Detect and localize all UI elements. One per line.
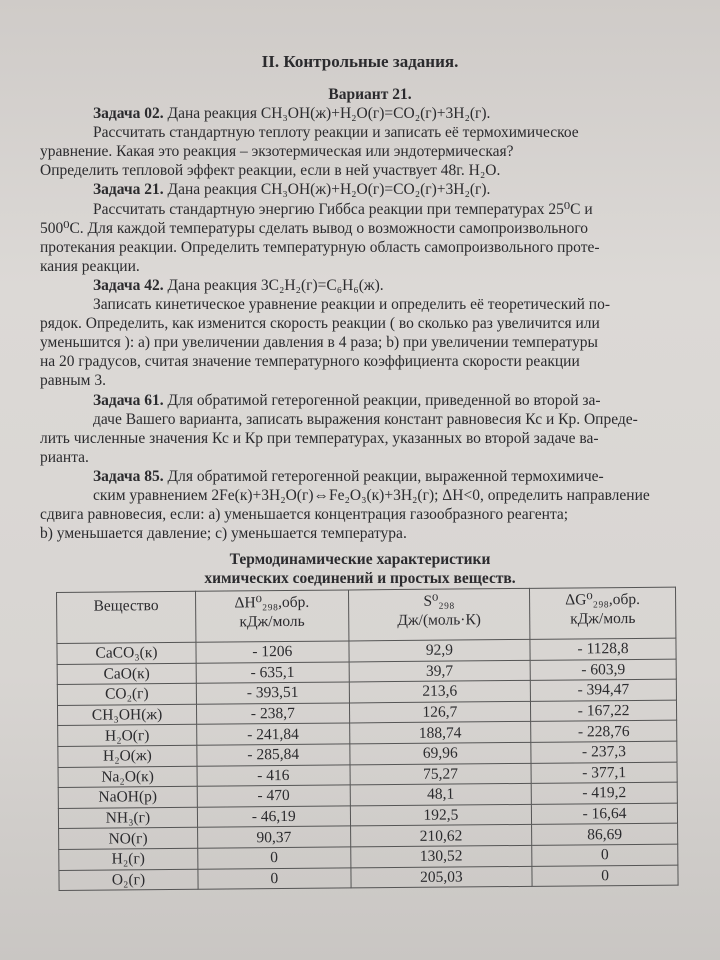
value-cell: - 470 [197, 785, 350, 807]
task-text-line [93, 410, 638, 429]
task-text: на 20 градусов, считая значение температурного коэффициента скорости реакции [40, 353, 580, 371]
substance-cell: NaOH(р) [58, 786, 197, 808]
task-text-line [40, 238, 600, 257]
task-text-line [40, 524, 407, 543]
task-text: ским уравнением 2Fe(к)+3H₂O(г)⇔Fe₂O₃(к)+3H₂(г); ΔH<0, определить направление [93, 487, 650, 504]
value-cell: - 285,84 [197, 744, 350, 766]
column-header-symbol: S⁰₂₉₈ [423, 592, 455, 610]
task-text: кания реакции. [40, 257, 140, 275]
value-cell: 210,62 [350, 825, 532, 847]
task-text-line [93, 486, 650, 505]
task-text-line [40, 314, 600, 333]
task-heading-line [93, 276, 384, 295]
substance-cell: O₂(г) [59, 869, 198, 891]
task-text-line [40, 429, 599, 448]
task-text: Определить тепловой эффект реакции, если в ней участвует 48г. H₂O. [40, 162, 501, 180]
value-cell: - 46,19 [197, 806, 350, 828]
task-text-line [40, 333, 598, 352]
task-text-line [93, 295, 610, 314]
column-header [195, 590, 348, 642]
substance-cell: CO₂(г) [57, 683, 196, 705]
task-text: сдвига равновесия, если: а) уменьшается концентрация газообразного реагента; [40, 506, 569, 524]
task-heading-line [93, 180, 490, 199]
task-text: уменьшится ): а) при увеличении давления в 4 раза; b) при увеличении температуры [40, 334, 598, 352]
value-cell: - 416 [197, 765, 350, 787]
task-label: Задача 21. [93, 181, 164, 199]
substance-cell: CaO(к) [57, 663, 196, 685]
task-text: уравнение. Какая это реакция – экзотермическая или эндотермическая? [40, 143, 514, 161]
value-cell: - 394,47 [530, 679, 676, 701]
task-heading-line [93, 104, 490, 123]
task-text: Рассчитать стандартную энергию Гиббса реакции при температурах 25⁰С и [93, 200, 593, 218]
task-text: Рассчитать стандартную теплоту реакции и записать её термохимическое [93, 124, 579, 142]
value-cell: 0 [532, 865, 678, 887]
value-cell: - 635,1 [196, 662, 349, 684]
task-label: Задача 02. [93, 105, 164, 122]
value-cell: 86,69 [532, 823, 678, 845]
task-text-line [40, 448, 89, 467]
task-text: рианта. [40, 448, 89, 466]
task-text-line [40, 257, 140, 276]
value-cell: 39,7 [349, 660, 531, 682]
value-cell: - 1206 [196, 641, 349, 663]
task-text-line [40, 161, 500, 180]
task-label: Задача 61. [93, 391, 164, 409]
task-text-line [93, 123, 579, 142]
task-text: Записать кинетическое уравнение реакции и определить её теоретический по- [93, 296, 610, 313]
task-text: Дана реакция CH₃OH(ж)+H₂O(г)=CO₂(г)+3H₂(г). [163, 181, 491, 199]
task-text: b) уменьшается давление; с) уменьшается температура. [40, 525, 407, 543]
thermodynamic-table [56, 587, 679, 892]
task-text: лить численные значения Кс и Кр при температурах, указанных во второй задаче ва- [40, 429, 599, 447]
substance-cell: H₂O(г) [58, 725, 197, 747]
task-text-line [40, 142, 514, 161]
substance-cell: NH₃(г) [58, 807, 197, 829]
substance-cell: Na₂O(к) [58, 766, 197, 788]
column-header [348, 588, 530, 641]
value-cell: 205,03 [351, 866, 533, 888]
task-text: равным 3. [40, 372, 106, 390]
value-cell: - 238,7 [196, 703, 349, 725]
value-cell: - 237,3 [531, 741, 677, 763]
variant-heading: Вариант 21. [328, 86, 412, 103]
value-cell: 69,96 [349, 742, 531, 764]
value-cell: - 377,1 [531, 762, 677, 784]
value-cell: - 419,2 [531, 782, 677, 804]
task-label: Задача 42. [93, 276, 164, 294]
column-header-symbol: ΔH⁰₂₉₈,обр. [234, 593, 310, 612]
table-title-line-2: химических соединений и простых веществ. [204, 570, 516, 587]
task-text: протекания реакции. Определить температурную область самопроизвольного проте- [40, 238, 600, 256]
column-header-unit: кДж/моль [570, 609, 636, 628]
value-cell: - 167,22 [531, 700, 677, 722]
table-header-row [57, 587, 676, 643]
value-cell: 0 [198, 867, 351, 889]
value-cell: - 241,84 [197, 723, 350, 745]
task-text-line [40, 352, 580, 371]
substance-cell: NO(г) [59, 828, 198, 850]
value-cell: 92,9 [349, 639, 531, 661]
column-header-symbol: ΔG⁰₂₉₈,обр. [565, 590, 641, 609]
section-title: II. Контрольные задания. [261, 52, 459, 71]
value-cell: 75,27 [350, 763, 532, 785]
table-row [59, 865, 678, 891]
task-text-line [93, 200, 593, 219]
value-cell: 90,37 [197, 826, 350, 848]
task-heading-line [93, 391, 601, 410]
value-cell: 126,7 [349, 701, 531, 723]
task-text: даче Вашего варианта, записать выражения констант равновесия Кс и Кр. Опреде- [93, 410, 638, 428]
task-text: Для обратимой гетерогенной реакции, выраженной термохимиче- [163, 467, 604, 485]
value-cell: 188,74 [349, 722, 531, 744]
value-cell: - 228,76 [531, 720, 677, 742]
task-text-line [40, 371, 106, 390]
value-cell: - 603,9 [530, 659, 676, 681]
value-cell: 192,5 [350, 804, 532, 826]
task-text-line [40, 219, 588, 238]
column-header-unit: кДж/моль [239, 612, 305, 631]
value-cell: 213,6 [349, 681, 531, 703]
task-text-line [40, 505, 568, 524]
substance-cell: H₂O(ж) [58, 745, 197, 767]
table-title-line-1: Термодинамические характеристики [229, 551, 491, 568]
task-text: Дана реакция CH₃OH(ж)+H₂O(г)=CO₂(г)+3H₂(г). [163, 105, 491, 122]
task-text: рядок. Определить, как изменится скорость реакции ( во сколько раз увеличится или [40, 315, 600, 333]
value-cell: - 1128,8 [530, 638, 676, 660]
task-text: Для обратимой гетерогенной реакции, приведенной во второй за- [163, 391, 601, 409]
column-header-symbol: Вещество [93, 597, 159, 615]
value-cell: 48,1 [350, 784, 532, 806]
substance-cell: CH₃OH(ж) [57, 704, 196, 726]
task-heading-line [93, 467, 604, 486]
value-cell: - 16,64 [531, 803, 677, 825]
task-text: 500⁰С. Для каждой температуры сделать вывод о возможности самопроизвольного [40, 219, 589, 237]
value-cell: 0 [198, 847, 351, 869]
value-cell: 130,52 [350, 845, 532, 867]
value-cell: - 393,51 [196, 682, 349, 704]
column-header [57, 591, 196, 643]
value-cell: 0 [532, 844, 678, 866]
substance-cell: CaCO₃(к) [57, 642, 196, 664]
column-header [530, 587, 676, 639]
task-label: Задача 85. [93, 467, 164, 485]
task-text: Дана реакция 3C₂H₂(г)=C₆H₆(ж). [163, 276, 384, 294]
column-header-unit: Дж/(моль·К) [397, 611, 481, 630]
substance-cell: H₂(г) [59, 848, 198, 870]
